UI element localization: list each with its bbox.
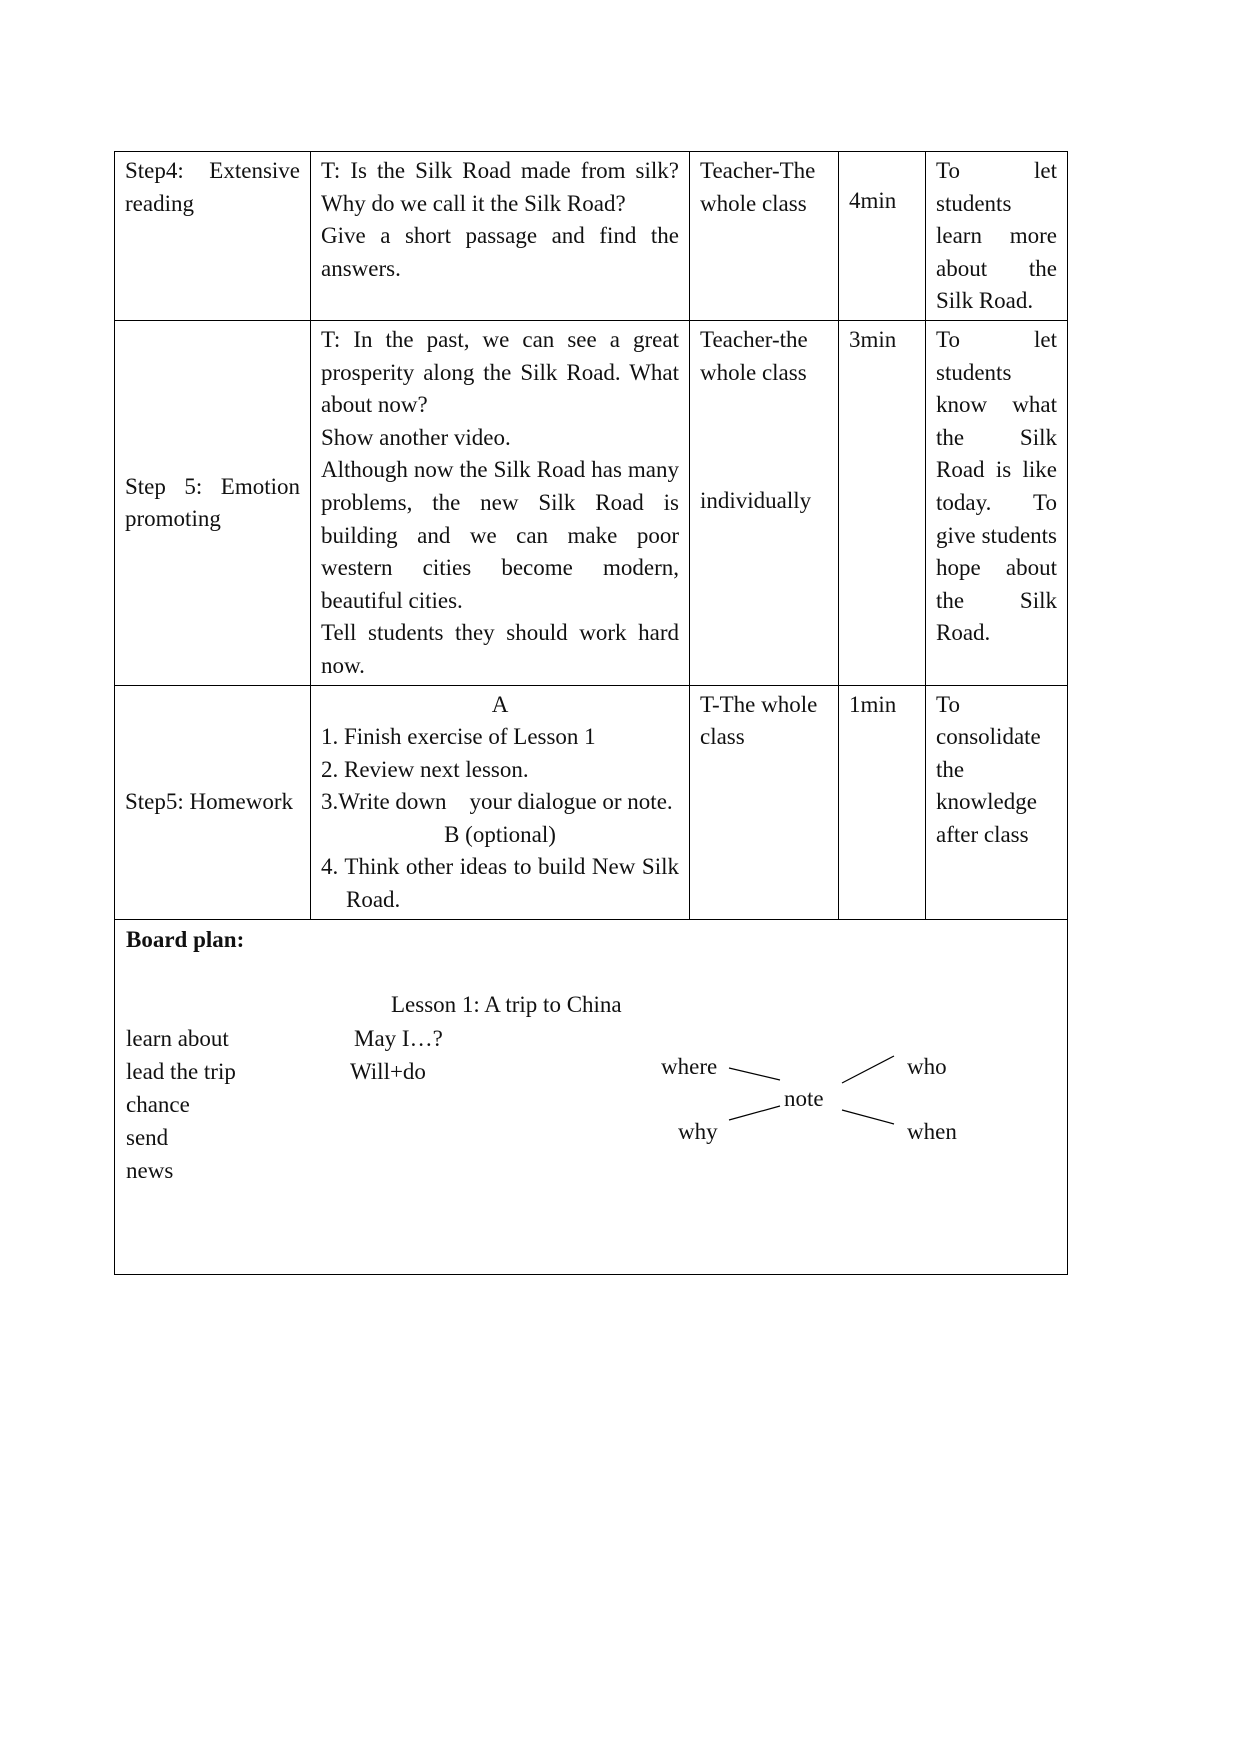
map-word-why: why [678, 1118, 718, 1144]
interaction-text: Teacher-the whole class [700, 326, 808, 385]
lesson-plan-table [114, 151, 1068, 1275]
time-text: 4min [849, 188, 897, 213]
purpose-cell: To let students know what the Silk Road is like today. To give students hope about the Silk Road. [926, 320, 1068, 685]
interaction-cell [690, 320, 839, 685]
table-row [115, 685, 1068, 919]
vocab-item: learn about [126, 1025, 229, 1051]
content-line: Show another video. [321, 424, 511, 450]
step-cell: Step5: Homework [115, 685, 311, 919]
interaction-text: Teacher-The whole class [700, 158, 816, 216]
content-line: 4. Think other ideas to build New Silk Road. [321, 854, 679, 913]
line-note-when [842, 1110, 894, 1124]
content-line: Tell students they should work hard now. [321, 620, 679, 678]
table-row [115, 320, 1068, 685]
purpose-cell: To let students learn more about the Silk Road. [926, 152, 1068, 321]
step-cell: Step 5: Emotion promoting [115, 320, 311, 685]
map-word-who: who [907, 1053, 947, 1079]
content-line: T: Is the Silk Road made from silk? Why do we call it the Silk Road? [321, 158, 679, 216]
board-plan [115, 919, 1068, 1274]
content-cell [311, 152, 690, 321]
lesson-title: Lesson 1: A trip to China [391, 991, 622, 1017]
step-cell: Step4: Extensive reading [115, 152, 311, 321]
content-line: Give a short passage and find the answers. [321, 223, 679, 281]
line-note-who [842, 1056, 894, 1083]
time-cell: 3min [839, 320, 926, 685]
map-word-when: when [907, 1118, 957, 1144]
map-word-where: where [661, 1053, 718, 1079]
structure-item: Will+do [350, 1058, 426, 1084]
purpose-cell: To consolidate the knowledge after class [926, 685, 1068, 919]
time-cell [839, 152, 926, 321]
vocab-item: chance [126, 1091, 190, 1117]
time-cell: 1min [839, 685, 926, 919]
content-line: Although now the Silk Road has many problems, the new Silk Road is building and we can make poor western cities become modern, beautiful cities. [321, 457, 679, 613]
content-line: 1. Finish exercise of Lesson 1 [321, 724, 596, 750]
table-row [115, 152, 1068, 321]
homework-level-b: B (optional) [444, 821, 556, 847]
interaction-text: individually [700, 488, 812, 514]
interaction-cell [690, 152, 839, 321]
vocab-item: news [126, 1157, 174, 1183]
content-line: T: In the past, we can see a great prosperity along the Silk Road. What about now? [321, 326, 679, 418]
mind-map-lines [115, 920, 1066, 1274]
vocab-item: lead the trip [126, 1058, 236, 1084]
content-line: 2. Review next lesson. [321, 756, 529, 782]
board-plan-row [115, 919, 1068, 1274]
line-where-note [729, 1068, 780, 1080]
content-cell [311, 320, 690, 685]
content-line: 3.Write down your dialogue or note. [321, 789, 673, 815]
vocab-item: send [126, 1124, 169, 1150]
line-why-note [729, 1106, 780, 1120]
homework-level-a: A [491, 691, 509, 717]
content-cell [311, 685, 690, 919]
map-center-note: note [784, 1085, 824, 1111]
interaction-cell: T-The whole class [690, 685, 839, 919]
structure-item: May I…? [354, 1025, 443, 1051]
board-plan-label: Board plan: [126, 926, 245, 952]
